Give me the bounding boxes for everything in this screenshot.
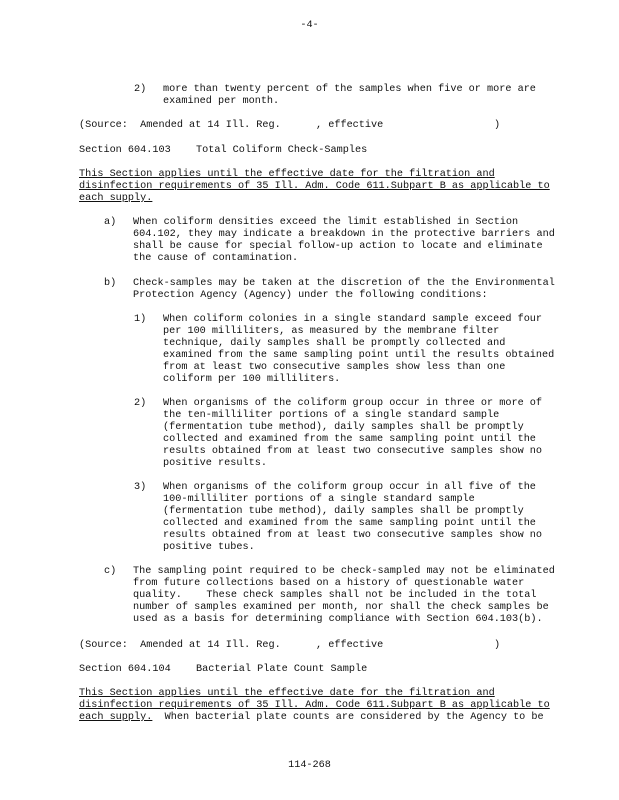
page-footer-code: 114-268 bbox=[288, 760, 331, 771]
section-title: Bacterial Plate Count Sample bbox=[196, 664, 368, 675]
sub-2-line: When organisms of the coliform group occur in three or more of bbox=[163, 398, 543, 409]
amendment-line-2: disinfection requirements of 35 Ill. Adm. Code 611.Subpart B as applicable to bbox=[79, 181, 550, 192]
amendment-line-3-underlined: each supply. bbox=[79, 712, 153, 723]
sub-3-line: (fermentation tube method), daily samples shall be promptly bbox=[163, 506, 524, 517]
amendment-line-2: disinfection requirements of 35 Ill. Adm. Code 611.Subpart B as applicable to bbox=[79, 700, 550, 711]
para-b-line: Protection Agency (Agency) under the following conditions: bbox=[133, 290, 488, 301]
sub-3-line: results obtained from at least two consecutive samples show no bbox=[163, 530, 543, 541]
sub-2-line: the ten-milliliter portions of a single standard sample bbox=[163, 410, 500, 421]
section-number: Section 604.103 bbox=[79, 145, 171, 156]
source-note-effective: , effective bbox=[316, 120, 384, 131]
item-2-line-1: more than twenty percent of the samples when five or more are bbox=[163, 84, 536, 95]
amendment-line-3 bbox=[79, 712, 544, 725]
source-note-effective: , effective bbox=[316, 640, 384, 651]
sub-2-line: (fermentation tube method), daily samples shall be promptly bbox=[163, 422, 524, 433]
para-a-line: 604.102, they may indicate a breakdown in the protective barriers and bbox=[133, 229, 555, 240]
sub-3-line: collected and examined from the same sampling point until the bbox=[163, 518, 536, 529]
sub-1-line: coliform per 100 milliliters. bbox=[163, 374, 341, 385]
para-c-line: number of samples examined per month, nor shall the check samples be bbox=[133, 602, 549, 613]
para-a-line: When coliform densities exceed the limit established in Section bbox=[133, 217, 519, 228]
item-2-label: 2) bbox=[134, 84, 147, 95]
para-c-line: The sampling point required to be check-sampled may not be eliminated bbox=[133, 566, 555, 577]
para-c-line: used as a basis for determining compliance with Section 604.103(b). bbox=[133, 614, 543, 625]
sub-1-line: per 100 milliliters, as measured by the membrane filter bbox=[163, 326, 500, 337]
amendment-line-1: This Section applies until the effective date for the filtration and bbox=[79, 688, 495, 699]
sub-2-label: 2) bbox=[134, 398, 147, 409]
para-c-label: c) bbox=[104, 566, 117, 577]
para-b-line: Check-samples may be taken at the discretion of the the Environmental bbox=[133, 278, 555, 289]
sub-1-line: technique, daily samples shall be promptly collected and bbox=[163, 338, 506, 349]
para-c-line: quality. These check samples shall not be included in the total bbox=[133, 590, 537, 601]
para-a-line: shall be cause for special follow-up action to locate and eliminate bbox=[133, 241, 543, 252]
sub-2-line: results obtained from at least two consecutive samples show no bbox=[163, 446, 543, 457]
sub-1-line: When coliform colonies in a single standard sample exceed four bbox=[163, 314, 543, 325]
section-number: Section 604.104 bbox=[79, 664, 171, 675]
amendment-line-1: This Section applies until the effective date for the filtration and bbox=[79, 169, 495, 180]
source-note-close: ) bbox=[494, 640, 501, 651]
amendment-line-3: each supply. bbox=[79, 193, 153, 204]
para-c-line: from future collections based on a history of questionable water bbox=[133, 578, 525, 589]
sub-1-line: from at least two consecutive samples show less than one bbox=[163, 362, 506, 373]
sub-2-line: positive results. bbox=[163, 458, 267, 469]
page-number: -4- bbox=[300, 20, 319, 31]
sub-3-line: positive tubes. bbox=[163, 542, 255, 553]
source-note-close: ) bbox=[494, 120, 501, 131]
sub-3-line: 100-milliliter portions of a single standard sample bbox=[163, 494, 475, 505]
sub-1-label: 1) bbox=[134, 314, 147, 325]
sub-2-line: collected and examined from the same sampling point until the bbox=[163, 434, 536, 445]
sub-3-line: When organisms of the coliform group occur in all five of the bbox=[163, 482, 536, 493]
item-2-line-2: examined per month. bbox=[163, 96, 280, 107]
para-b-label: b) bbox=[104, 278, 117, 289]
source-note-prefix: (Source: Amended at 14 Ill. Reg. bbox=[79, 120, 281, 131]
section-title: Total Coliform Check-Samples bbox=[196, 145, 368, 156]
sub-3-label: 3) bbox=[134, 482, 147, 493]
amendment-line-3-rest: When bacterial plate counts are considered by the Agency to be bbox=[152, 712, 544, 723]
para-a-label: a) bbox=[104, 217, 117, 228]
sub-1-line: examined from the same sampling point until the results obtained bbox=[163, 350, 555, 361]
para-a-line: the cause of contamination. bbox=[133, 253, 299, 264]
source-note-prefix: (Source: Amended at 14 Ill. Reg. bbox=[79, 640, 281, 651]
